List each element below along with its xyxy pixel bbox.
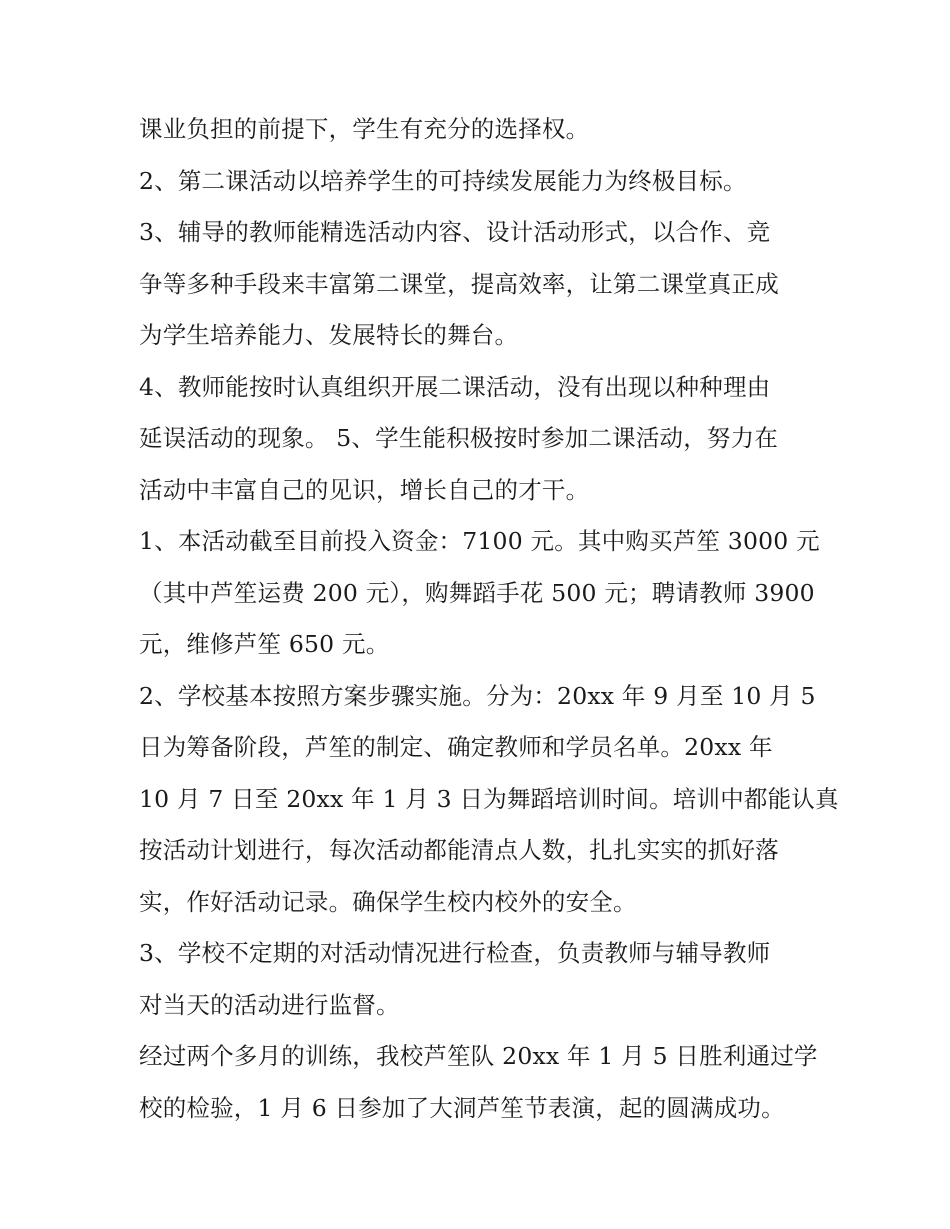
text-line: 争等多种手段来丰富第二课堂，提高效率，让第二课堂真正成	[139, 269, 779, 298]
text-line: （其中芦笙运费 200 元），购舞蹈手花 500 元；聘请教师 3900	[139, 578, 815, 607]
text-line: 校的检验，1 月 6 日参加了大洞芦笙节表演，起的圆满成功。	[139, 1093, 785, 1122]
text-line: 2、第二课活动以培养学生的可持续发展能力为终极目标。	[139, 166, 747, 195]
text-line: 日为筹备阶段，芦笙的制定、确定教师和学员名单。20xx 年	[139, 733, 773, 761]
text-line: 课业负担的前提下，学生有充分的选择权。	[139, 115, 590, 143]
text-line: 4、教师能按时认真组织开展二课活动，没有出现以种种理由	[139, 372, 771, 401]
text-line: 2、学校基本按照方案步骤实施。分为：20xx 年 9 月至 10 月 5	[139, 681, 816, 710]
text-line: 10 月 7 日至 20xx 年 1 月 3 日为舞蹈培训时间。培训中都能认真	[139, 784, 839, 813]
text-line: 3、学校不定期的对活动情况进行检查，负责教师与辅导教师	[139, 939, 771, 967]
text-line: 为学生培养能力、发展特长的舞台。	[139, 321, 519, 349]
text-line: 1、本活动截至目前投入资金：7100 元。其中购买芦笙 3000 元	[139, 527, 820, 555]
text-line: 经过两个多月的训练，我校芦笙队 20xx 年 1 月 5 日胜利通过学	[139, 1042, 818, 1070]
text-line: 延误活动的现象。 5、学生能积极按时参加二课活动，努力在	[139, 424, 779, 452]
text-line: 实，作好活动记录。确保学生校内校外的安全。	[139, 887, 637, 916]
text-line: 元，维修芦笙 650 元。	[139, 630, 390, 658]
text-line: 对当天的活动进行监督。	[139, 990, 400, 1019]
text-line: 按活动计划进行，每次活动都能清点人数，扎扎实实的抓好落	[139, 836, 779, 864]
document-body	[139, 104, 839, 1134]
text-line: 3、辅导的教师能精选活动内容、设计活动形式，以合作、竞	[139, 218, 771, 246]
text-line: 活动中丰富自己的见识，增长自己的才干。	[139, 475, 590, 504]
